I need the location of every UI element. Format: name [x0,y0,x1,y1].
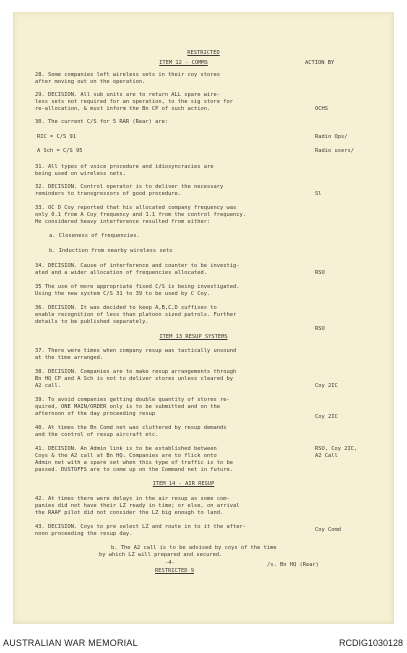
document-line: He considered heavy interference resulted from either: [35,219,211,225]
document-line: 33. OC D Coy reported that his allocated company frequency was [35,205,237,211]
action-by-entry: Radio Ops/ [315,134,348,140]
document-line: quired, ONE MAIN/ORDER only is to be submitted and on the [35,404,220,410]
document-line: b. Induction from nearby wireless sets [49,248,173,254]
document-line: the RAAF pilot did not consider the LZ big enough to land. [35,510,224,516]
document-line: after moving out on the operation. [35,79,146,85]
classification-bottom: RESTRICTED 9 [155,568,194,574]
action-by-entry: Coy Comd [315,527,341,533]
archive-footer [0,634,407,653]
document-line: passed. DUSTOFFS are to come up on the Command net in future. [35,467,233,473]
document-line: 34. DECISION. Cause of interference and counter to be investig- [35,263,240,269]
document-line: Bn HQ CP and A Sch is not to deliver stores unless cleared by [35,376,233,382]
classification-top: RESTRICTED [187,50,220,56]
document-line: details to be published separately. [35,319,149,325]
document-line: 28. Some companies left wireless sets in their coy stores [35,72,220,78]
document-line: re-allocation, & must inform the Bn CP of such action. [35,106,211,112]
action-by-entry: A2 Call [315,453,338,459]
action-by-entry: RSO [315,326,325,332]
document-line: reminders to transgressors of good procedure. [35,191,182,197]
action-by-entry: Sl [315,191,322,197]
document-line: only 0.1 from A Coy frequency and 1.1 from the control frequency. [35,212,246,218]
heading-resup-systems: ITEM 13 RESUP SYSTEMS [159,334,228,340]
document-line: and the control of resup aircraft etc. [35,432,159,438]
document-line: Coys & the A2 call at Bn HQ. Companies are to flick onto [35,453,217,459]
heading-comms: ITEM 12 - COMMS [159,60,208,66]
document-line: at the time arranged. [35,355,104,361]
document-line: 29. DECISION. All sub units are to return ALL spare wire- [35,92,220,98]
document-line: less sets not required for an operation, to the sig store for [35,99,233,105]
action-by-entry: Radio users/ [315,148,354,154]
action-by-entry: OCHS [315,106,328,112]
action-by-entry: Coy 2IC [315,414,338,420]
document-line: A2 call. [35,383,61,389]
document-line: Using the new system C/S 31 to 39 to be used by C Coy. [35,291,211,297]
document-line: 36. DECISION. It was decided to keep A,B,C,D suffixes to [35,305,217,311]
action-by-entry: RSO, Coy 2IC, [315,446,358,452]
document-line: A Sch = C/S 95 [37,148,83,154]
document-line: RIC = C/S 91 [37,134,76,140]
document-line: -4- [165,560,175,566]
document-line: 39. To avoid companies getting double quantity of stores re- [35,397,230,403]
document-line: 31. All types of voice procedure and idiosyncracies are [35,164,214,170]
institution-name: AUSTRALIAN WAR MEMORIAL [3,638,138,648]
action-by-entry: RSO [315,270,325,276]
document-reference: RCDIG1030128 [338,638,403,648]
document-line: a. Closeness of frequencies. [49,233,140,239]
document-line: b. The A2 call is to be advised by coys of the time [111,545,277,551]
document-line: /s. Bn HQ (Rear) [267,562,319,568]
document-line: 42. At times there were delays in the air resup as some com- [35,496,230,502]
document-page [13,12,394,624]
document-body [13,12,394,624]
document-line: noon proceeding the resup day. [35,531,133,537]
document-line: 38. DECISION. Companies are to make resup arrangements through [35,369,237,375]
document-line: 40. At times the Bn Comd net was cluttered by resup demands [35,425,227,431]
document-line: 41. DECISION. An Admin link is to be established between [35,446,217,452]
document-line: by which LZ will prepared and secured. [99,552,223,558]
document-line: being used on wireless nets. [35,171,126,177]
action-by-entry: Coy 2IC [315,383,338,389]
document-line: 30. The current C/S for 5 RAR (Rear) are: [35,119,169,125]
document-line: 37. There were times when company resup was tactically unsound [35,348,237,354]
document-line: panies did not have their LZ ready in time; or else, on arrival [35,503,240,509]
document-line: 32. DECISION. Control operator is to deliver the necessary [35,184,224,190]
document-line: 43. DECISION. Coys to pre select LZ and route in to it the after- [35,524,246,530]
heading-action-by: ACTION BY [305,60,335,66]
document-line: afternoon of the day proceeding resup [35,411,156,417]
document-line: Admin net with a spare set when this type of traffic is to be [35,460,233,466]
heading-air-resup: ITEM 14 - AIR RESUP [152,481,215,487]
document-line: enable recognition of less than platoon sized patrols. Further [35,312,237,318]
document-line: ated and a wider allocation of frequencies allocated. [35,270,208,276]
document-line: 35 The use of more appropriate fixed C/S is being investigated. [35,284,240,290]
